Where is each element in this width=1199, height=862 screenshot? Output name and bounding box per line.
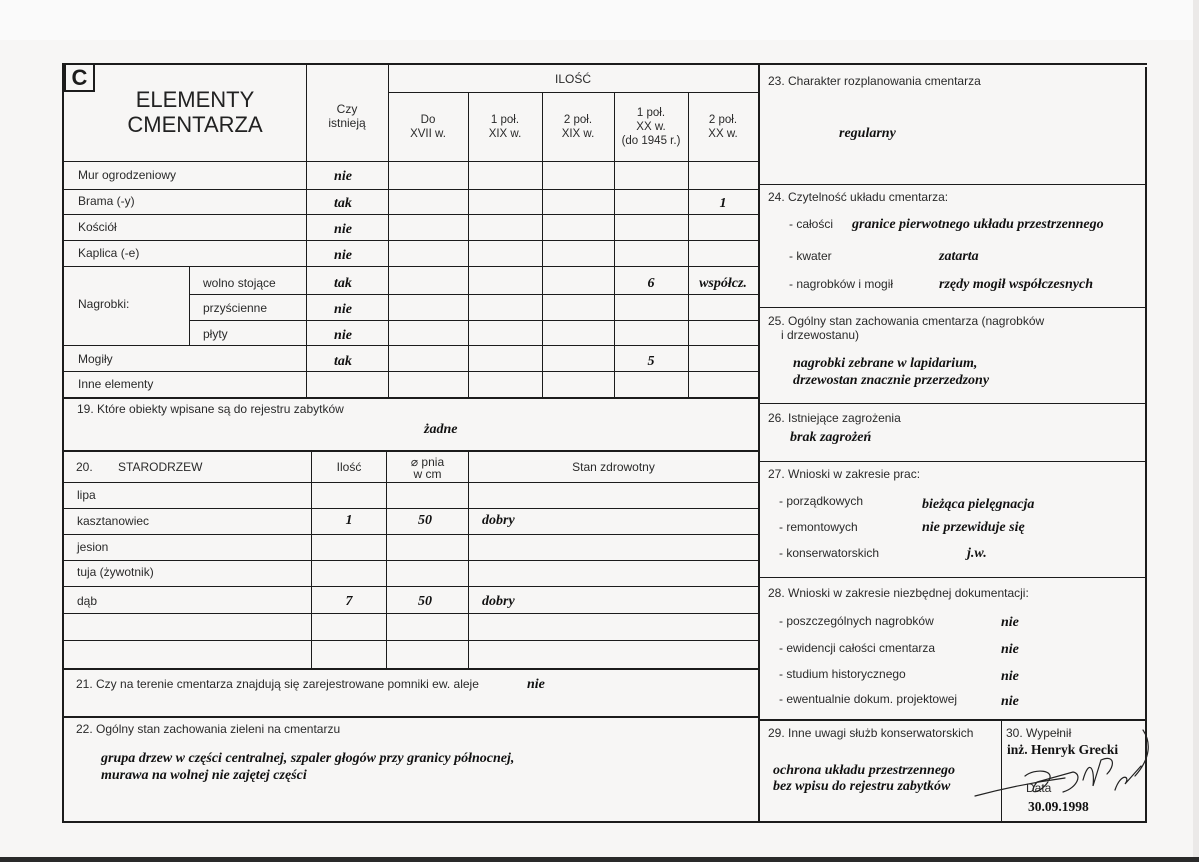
grid-line (759, 461, 1146, 462)
grid-line (62, 450, 759, 452)
tree-name: tuja (żywotnik) (77, 565, 154, 579)
q25-label: 25. Ogólny stan zachowania cmentarza (nagrobków i drzewostanu) (768, 314, 1045, 342)
q25-answer-line1: nagrobki zebrane w lapidarium, (793, 356, 978, 371)
header-ilosc: ILOŚĆ (554, 72, 591, 86)
exists-value: nie (334, 222, 352, 237)
period-header: 1 poł. XX w. (do 1945 r.) (621, 107, 681, 147)
grid-line (62, 266, 758, 267)
grid-line (189, 320, 758, 321)
q28-item-label: - studium historycznego (779, 667, 906, 681)
q19-label: 19. Które obiekty wpisane są do rejestru zabytków (77, 402, 344, 416)
sheet-top-margin (0, 0, 1199, 40)
q28-item-label: - ewentualnie dokum. projektowej (779, 692, 958, 706)
row-label: płyty (203, 327, 228, 341)
grid-line (189, 294, 758, 295)
quantity-value: 1 (719, 196, 727, 211)
grid-line (62, 560, 758, 561)
q30-name: inż. Henryk Grecki (1007, 742, 1119, 757)
grid-line (62, 668, 759, 670)
q20-title: STARODRZEW (118, 460, 203, 474)
q30-date-label: Data (1026, 781, 1052, 795)
tree-name: jesion (77, 540, 109, 554)
row-label: Kaplica (-e) (78, 246, 140, 260)
grid-line (62, 508, 758, 509)
grid-line (388, 92, 758, 93)
quantity-value: 5 (647, 354, 655, 369)
grid-line (62, 214, 758, 215)
q24-item-label: - nagrobków i mogił (789, 277, 894, 291)
q30-label: 30. Wypełnił (1006, 726, 1072, 740)
q28-item-label: - ewidencji całości cmentarza (779, 641, 936, 655)
tree-name: kasztanowiec (77, 514, 150, 528)
q27-item-answer: nie przewiduje się (922, 520, 1025, 535)
q27-label: 27. Wnioski w zakresie prac: (768, 467, 921, 481)
tree-count: 1 (345, 513, 353, 528)
frame-top (62, 63, 1147, 65)
row-label: wolno stojące (203, 276, 276, 290)
row-label: Inne elementy (78, 377, 154, 391)
q21-answer: nie (527, 677, 545, 692)
tree-diameter: 50 (418, 594, 432, 609)
exists-value: tak (334, 276, 352, 291)
q28-label: 28. Wnioski w zakresie niezbędnej dokumentacji: (768, 586, 1029, 600)
sheet-right-edge (1193, 0, 1199, 862)
q20-number: 20. (76, 460, 93, 474)
q26-label: 26. Istniejące zagrożenia (768, 411, 901, 425)
q20-col-diameter: ⌀ pnia w cm (410, 455, 445, 481)
q29-label: 29. Inne uwagi służb konserwatorskich (768, 726, 974, 740)
q27-item-label: - konserwatorskich (779, 546, 880, 560)
q20-col-state: Stan zdrowotny (572, 460, 655, 474)
q29-answer-line2: bez wpisu do rejestru zabytków (773, 779, 951, 794)
period-header: 1 poł. XIX w. (488, 114, 522, 140)
row-label: Kościół (78, 220, 117, 234)
exists-value: tak (334, 354, 352, 369)
tree-count: 7 (345, 594, 353, 609)
grid-line (62, 640, 758, 641)
q28-item-answer: nie (1001, 615, 1019, 630)
q30-date: 30.09.1998 (1028, 799, 1089, 814)
q28-item-label: - poszczególnych nagrobków (779, 614, 934, 628)
row-label: Mogiły (78, 352, 113, 366)
tree-diameter: 50 (418, 513, 432, 528)
grid-line (62, 345, 758, 346)
exists-value: tak (334, 196, 352, 211)
q24-item-answer: zatarta (939, 249, 979, 264)
grid-line (62, 189, 758, 190)
grid-line (62, 482, 758, 483)
frame-left (62, 63, 64, 823)
row-label: przyścienne (203, 301, 268, 315)
q24-item-answer: rzędy mogił współczesnych (939, 277, 1093, 292)
q22-answer-line2: murawa na wolnej nie zajętej części (101, 768, 307, 783)
frame-right (1145, 67, 1147, 823)
frame-bottom (62, 821, 1147, 823)
section-title: ELEMENTY CMENTARZA (127, 87, 263, 137)
grid-line (759, 577, 1146, 578)
exists-value: nie (334, 169, 352, 184)
frame-divider (758, 63, 760, 823)
q27-item-answer: j.w. (967, 546, 987, 561)
row-label-nagrobki: Nagrobki: (78, 297, 130, 311)
period-header: 2 poł. XIX w. (561, 114, 595, 140)
grid-line (62, 586, 758, 587)
row-label: Mur ogrodzeniowy (78, 168, 177, 182)
header-exists: Czy istnieją (328, 102, 366, 130)
quantity-value: współcz. (699, 276, 747, 291)
q29-answer-line1: ochrona układu przestrzennego (773, 763, 956, 778)
q27-item-label: - porządkowych (779, 494, 864, 508)
q20-col-count: Ilość (336, 460, 362, 474)
tree-state: dobry (482, 594, 515, 609)
q26-answer: brak zagrożeń (790, 430, 872, 445)
row-label: Brama (-y) (78, 194, 135, 208)
grid-line (62, 371, 758, 372)
tree-state: dobry (482, 513, 515, 528)
exists-value: nie (334, 328, 352, 343)
q28-item-answer: nie (1001, 642, 1019, 657)
tree-name: lipa (77, 488, 96, 502)
q27-item-answer: bieżąca pielęgnacja (922, 497, 1035, 512)
q23-answer: regularny (839, 126, 896, 141)
quantity-value: 6 (647, 276, 655, 291)
grid-line (759, 403, 1146, 404)
grid-line (62, 716, 759, 718)
handwritten-signature (965, 718, 1165, 818)
q28-item-answer: nie (1001, 694, 1019, 709)
grid-line (62, 534, 758, 535)
q22-answer-line1: grupa drzew w części centralnej, szpaler głogów przy granicy północnej, (101, 751, 515, 766)
q27-item-label: - remontowych (779, 520, 858, 534)
q24-item-answer: granice pierwotnego układu przestrzennego (852, 217, 1104, 232)
grid-line (62, 161, 758, 162)
q22-label: 22. Ogólny stan zachowania zieleni na cmentarzu (76, 722, 341, 736)
q24-item-label: - kwater (789, 249, 832, 263)
q19-answer: żadne (424, 422, 458, 437)
q24-item-label: - całości (789, 217, 834, 231)
period-header: Do XVII w. (410, 114, 446, 140)
q25-answer-line2: drzewostan znacznie przerzedzony (793, 373, 990, 388)
q21-label: 21. Czy na terenie cmentarza znajdują się zarejestrowane pomniki ew. aleje (76, 677, 479, 691)
grid-line (62, 613, 758, 614)
tree-name: dąb (77, 594, 98, 608)
grid-line (189, 266, 190, 345)
exists-value: nie (334, 248, 352, 263)
q23-label: 23. Charakter rozplanowania cmentarza (768, 74, 981, 88)
period-header: 2 poł. XX w. (708, 114, 738, 140)
exists-value: nie (334, 302, 352, 317)
grid-line (759, 307, 1146, 308)
grid-line (62, 397, 759, 399)
q28-item-answer: nie (1001, 669, 1019, 684)
scan-bottom-edge (0, 857, 1199, 862)
grid-line (62, 240, 758, 241)
section-badge: C (64, 63, 95, 92)
grid-line (759, 184, 1146, 185)
q24-label: 24. Czytelność układu cmentarza: (768, 190, 949, 204)
